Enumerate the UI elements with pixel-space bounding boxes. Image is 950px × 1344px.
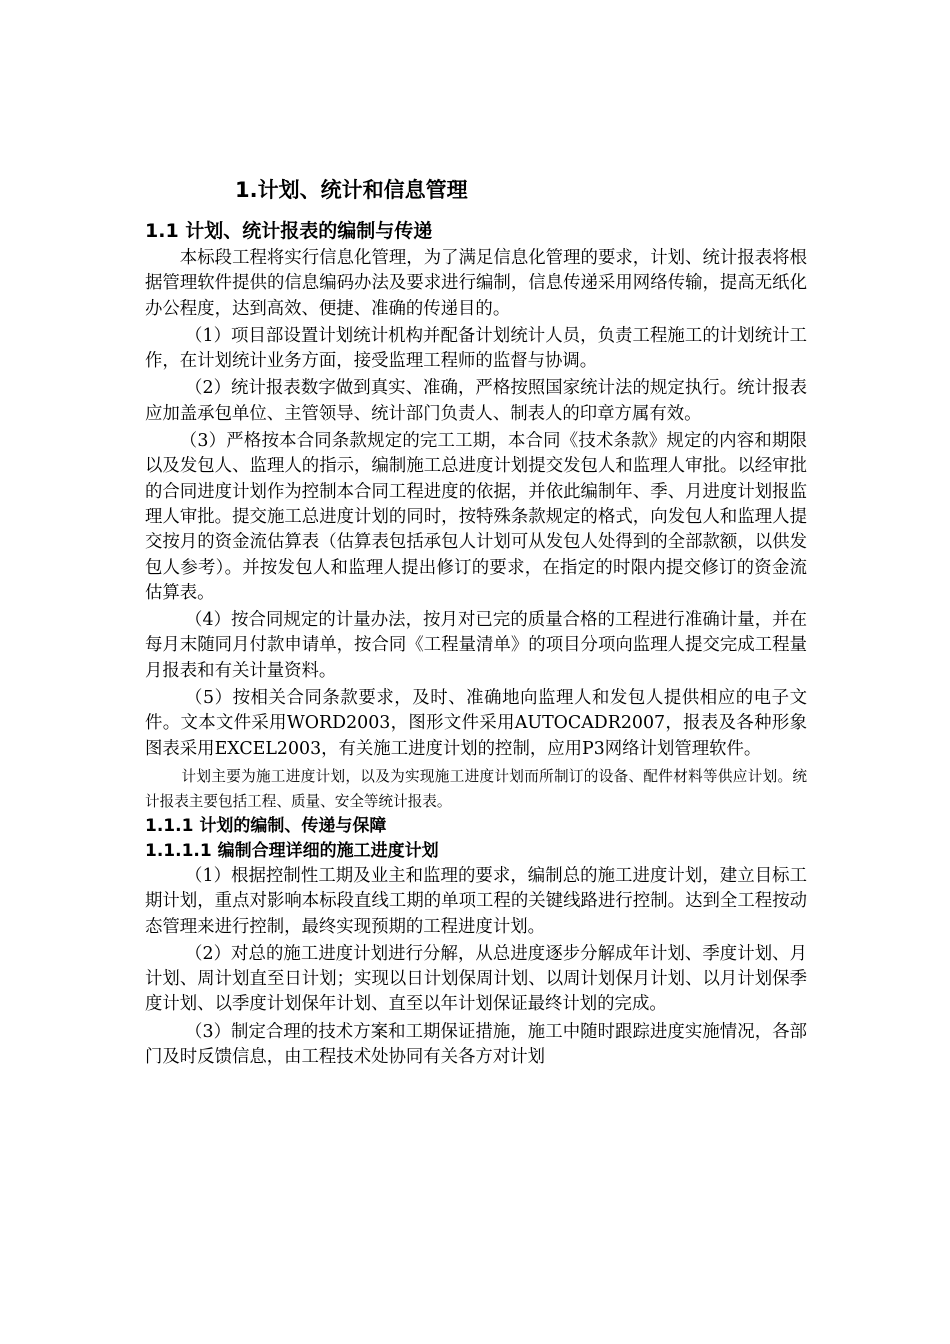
- note-paragraph: 计划主要为施工进度计划，以及为实现施工进度计划而所制订的设备、配件材料等供应计划。统计报表主要包括工程、质量、安全等统计报表。: [145, 767, 807, 810]
- section-heading-1-1-1-1: 1.1.1.1 编制合理详细的施工进度计划: [145, 840, 439, 861]
- item-1-paragraph: （1）项目部设置计划统计机构并配备计划统计人员，负责工程施工的计划统计工作，在计划统计业务方面，接受监理工程师的监督与协调。: [145, 325, 807, 372]
- section-heading-1-1: 1.1 计划、统计报表的编制与传递: [145, 220, 433, 242]
- item-4-paragraph: （4）按合同规定的计量办法，按月对已完的质量合格的工程进行准确计量，并在每月末随同月付款申请单，按合同《工程量清单》的项目分项向监理人提交完成工程量月报表和有关计量资料。: [145, 610, 807, 681]
- chapter-title: 1.计划、统计和信息管理: [235, 178, 468, 202]
- item-2-paragraph: （2）统计报表数字做到真实、准确，严格按照国家统计法的规定执行。统计报表应加盖承包单位、主管领导、统计部门负责人、制表人的印章方属有效。: [145, 378, 807, 424]
- document-body: [145, 172, 807, 1072]
- plan-paragraph-3: （3）制定合理的技术方案和工期保证措施，施工中随时跟踪进度实施情况，各部门及时反馈信息，由工程技术处协同有关各方对计划: [145, 1021, 807, 1068]
- plan-paragraph-1: （1）根据控制性工期及业主和监理的要求，编制总的施工进度计划，建立目标工期计划，重点对影响本标段直线工期的单项工程的关键线路进行控制。达到全工程按动态管理来进行控制，最终实现预期的工程进度计划。: [145, 865, 807, 937]
- item-3-paragraph: （3）严格按本合同条款规定的完工工期，本合同《技术条款》规定的内容和期限以及发包人、监理人的指示，编制施工总进度计划提交发包人和监理人审批。以经审批的合同进度计划作为控制本合同工程进度的依据，并依此编制年、季、月进度计划报监理人审批。提交施工总进度计划的同时，按特殊条款规定的格式，向发包人和监理人提交按月的资金流估算表（估算表包括承包人计划可从发包人处得到的全部款额，以供发包人参考）。并按发包人和监理人提出修订的要求，在指定的时限内提交修订的资金流估算表。: [145, 431, 807, 603]
- plan-paragraph-2: （2）对总的施工进度计划进行分解，从总进度逐步分解成年计划、季度计划、月计划、周计划直至日计划；实现以日计划保周计划、以周计划保月计划、以月计划保季度计划、以季度计划保年计划、直至以年计划保证最终计划的完成。: [145, 943, 807, 1015]
- item-5-paragraph: （5）按相关合同条款要求，及时、准确地向监理人和发包人提供相应的电子文件。文本文件采用WORD2003，图形文件采用AUTOCADR2007，报表及各种形象图表采用EXCEL2003，有关施工进度计划的控制，应用P3网络计划管理软件。: [145, 688, 807, 759]
- intro-paragraph: 本标段工程将实行信息化管理，为了满足信息化管理的要求，计划、统计报表将根据管理软件提供的信息编码办法及要求进行编制，信息传递采用网络传输，提高无纸化办公程度，达到高效、便捷、准确的传递目的。: [145, 248, 807, 319]
- section-heading-1-1-1: 1.1.1 计划的编制、传递与保障: [145, 815, 387, 836]
